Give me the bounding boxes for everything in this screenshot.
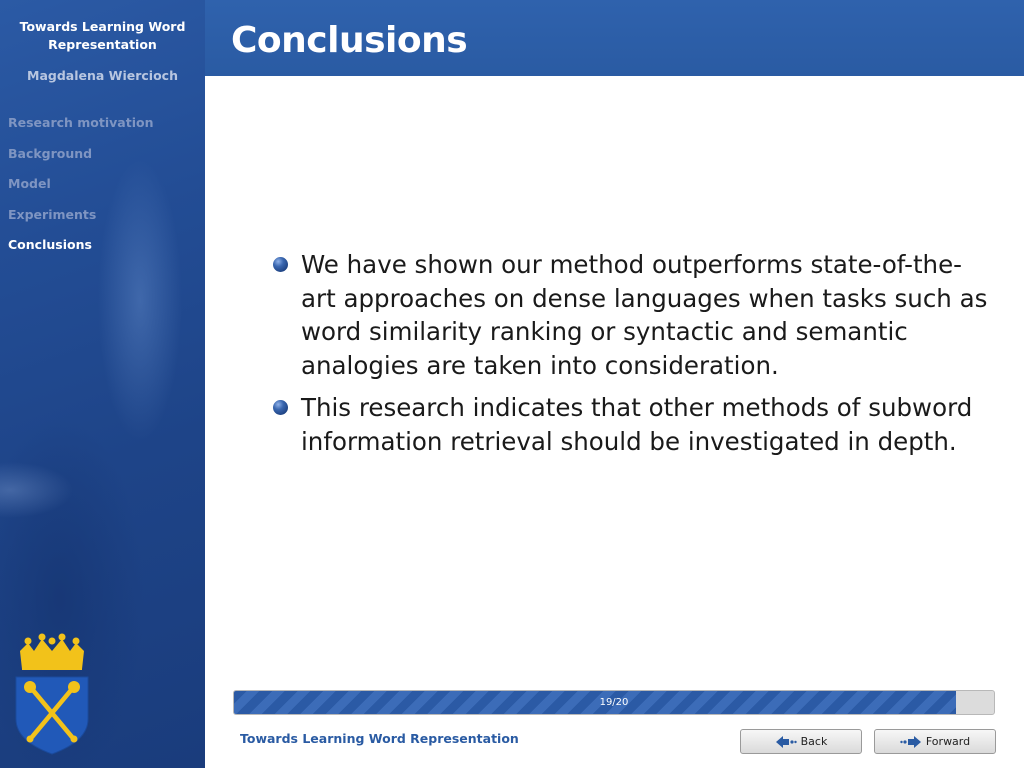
bullet-icon [273,400,288,415]
back-button[interactable] [740,729,862,754]
bullet-item [270,248,990,382]
sidebar-item-conclusions[interactable]: Conclusions [8,237,92,252]
sidebar-item-background[interactable]: Background [8,145,93,161]
forward-button[interactable] [874,729,996,754]
slide-progress-bar [233,690,995,715]
footer-title: Towards Learning Word Representation [240,731,519,746]
slide-title: Conclusions [231,20,468,61]
sidebar [0,0,205,768]
forward-button-label: Forward [925,735,971,748]
bullet-text: We have shown our method outperforms state-of-the-art approaches on dense languages when tasks such as word similarity ranking or syntactic and semantic analogies are taken into consideration. [301,250,988,380]
bullet-item [270,391,990,458]
section-nav [8,114,198,267]
presentation-title: Towards Learning Word Representation [19,19,186,52]
bullet-icon [273,257,288,272]
university-crest-icon [14,633,90,755]
sidebar-item-model[interactable]: Model [8,176,51,191]
sidebar-item-research-motivation[interactable]: Research motivation [8,115,154,130]
back-button-label: Back [800,735,828,748]
slide-header [205,0,1024,76]
page-number: 19/20 [599,697,629,708]
sidebar-item-experiments[interactable]: Experiments [8,206,97,222]
forward-arrow-icon [900,735,922,749]
bullet-text: This research indicates that other methods of subword information retrieval should be investigated in depth. [301,393,973,456]
slide-content [270,248,990,467]
back-arrow-icon [775,735,797,749]
author-name: Magdalena Wiercioch [27,68,178,83]
